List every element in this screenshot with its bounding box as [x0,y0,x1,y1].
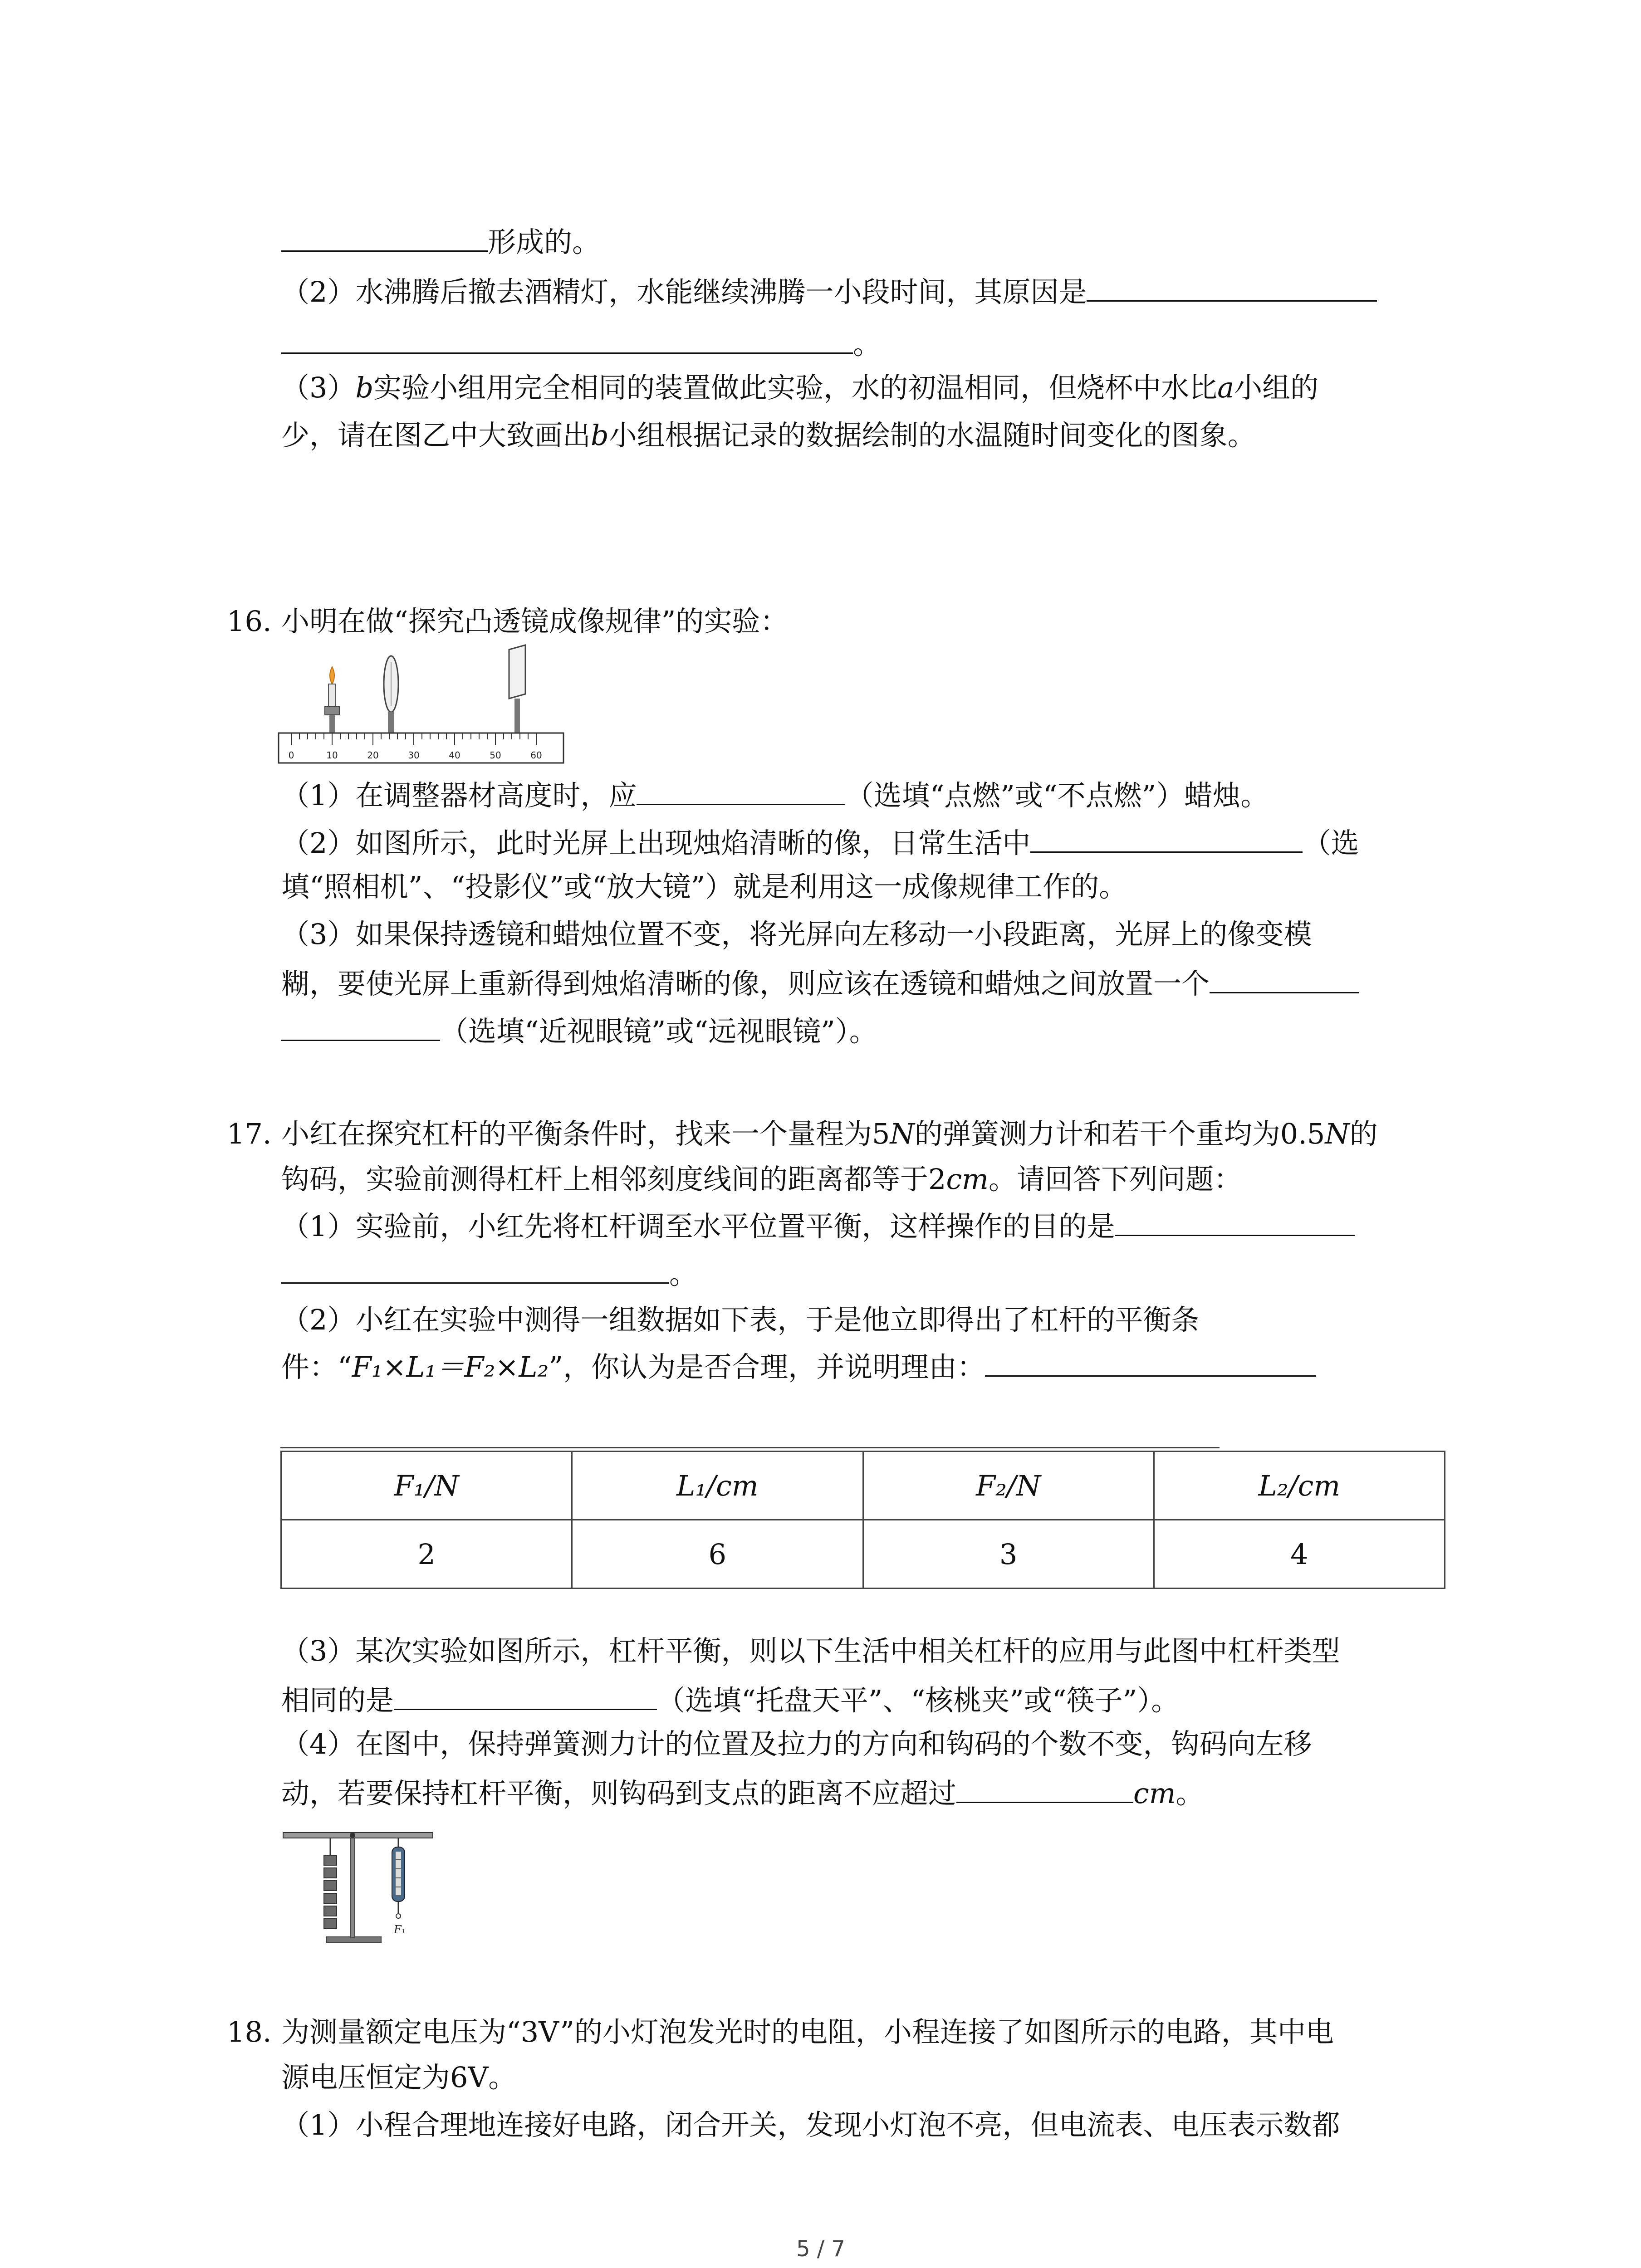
page-number: 5 / 7 [796,2236,845,2262]
answer-blank[interactable] [1087,272,1377,302]
answer-blank[interactable] [1030,823,1303,853]
hook-weights-icon [324,1855,337,1929]
answer-blank[interactable] [281,324,853,354]
q15-part2-line2: 。 [281,324,881,362]
q17-part3: （3）某次实验如图所示，杠杆平衡，则以下生活中相关杠杆的应用与此图中杠杆类型 [281,1634,1340,1667]
table-cell: 2 [281,1520,572,1589]
question-number: 17. [227,1117,272,1150]
q17-part2: （2）小红在实验中测得一组数据如下表，于是他立即得出了杠杆的平衡条 [281,1303,1200,1336]
table-header-cell: F₂/N [863,1452,1154,1520]
answer-blank[interactable] [985,1347,1316,1377]
q18-stem: 为测量额定电压为“3V”的小灯泡发光时的电阻，小程连接了如图所示的电路，其中电 [281,2015,1334,2048]
question-number: 18. [227,2015,272,2048]
answer-blank[interactable] [1115,1207,1355,1236]
ruler-tick-label: 40 [449,750,460,761]
q15-part3: （3）b实验小组用完全相同的装置做此实验，水的初温相同，但烧杯中水比a小组的 [281,371,1319,404]
lens-ruler-figure [277,644,567,767]
ruler-tick-label: 20 [367,750,379,761]
q17-stem-line2: 钩码，实验前测得杠杆上相邻刻度线间的距离都等于2cm。请回答下列问题： [281,1163,1242,1196]
q17-part4: （4）在图中，保持弹簧测力计的位置及拉力的方向和钩码的个数不变，钩码向左移 [281,1727,1312,1760]
q15-part3-line2: 少，请在图乙中大致画出b小组根据记录的数据绘制的水温随时间变化的图象。 [281,419,1256,452]
q16-part2-line2: 填“照相机”、“投影仪”或“放大镜”）就是利用这一成像规律工作的。 [281,870,1127,903]
question-number: 16. [227,605,272,638]
q18-stem-line2: 源电压恒定为6V。 [281,2061,517,2094]
answer-blank[interactable] [1210,964,1359,993]
ruler-tick-label: 10 [326,750,338,761]
table-cell: 3 [863,1520,1154,1589]
spring-scale-icon [392,1847,405,1918]
q17-part1: （1）实验前，小红先将杠杆调至水平位置平衡，这样操作的目的是 [281,1207,1355,1245]
data-table [280,1451,1445,1589]
force-label: F₁ [394,1923,406,1936]
q17-part1-line2: 。 [281,1254,697,1292]
q17-part4-line2: 动，若要保持杠杆平衡，则钩码到支点的距离不应超过 cm。 [281,1774,1204,1812]
table-header-cell: F₁/N [281,1452,572,1520]
q17-part2-line2: 件：“F₁×L₁＝F₂×L₂”，你认为是否合理，并说明理由： [281,1347,1316,1385]
q18-part1: （1）小程合理地连接好电路，闭合开关，发现小灯泡不亮，但电流表、电压表示数都 [281,2108,1340,2141]
ruler [279,733,563,763]
answer-blank[interactable] [394,1681,657,1710]
table-row [281,1520,1445,1589]
q16-part2: （2）如图所示，此时光屏上出现烛焰清晰的像，日常生活中 （选 [281,823,1359,861]
ruler-tick-label: 0 [288,750,294,761]
pivot-icon [350,1833,355,1838]
table-cell: 6 [572,1520,863,1589]
ruler-tick-label: 50 [490,750,501,761]
ruler-tick-label: 30 [408,750,420,761]
table-header-cell: L₁/cm [572,1452,863,1520]
lever-figure [277,1823,440,1946]
q17-stem: 小红在探究杠杆的平衡条件时，找来一个量程为5N的弹簧测力计和若干个重均为0.5N的 [281,1117,1378,1150]
candle-icon [325,667,339,733]
answer-blank[interactable] [956,1774,1133,1803]
answer-blank[interactable] [281,222,488,252]
table-top-rule [280,1447,1220,1448]
q17-part3-line2: 相同的是 （选填“托盘天平”、“核桃夹”或“筷子”）。 [281,1681,1179,1719]
q16-part3: （3）如果保持透镜和蜡烛位置不变，将光屏向左移动一小段距离，光屏上的像变模 [281,918,1312,951]
answer-blank[interactable] [281,1254,669,1284]
table-cell: 4 [1154,1520,1445,1589]
convex-lens-icon [384,656,398,733]
q15-part2: （2）水沸腾后撤去酒精灯，水能继续沸腾一小段时间，其原因是 [281,272,1377,310]
answer-blank[interactable] [281,1012,440,1041]
light-screen-icon [509,645,525,733]
q15-line-1: 形成的。 [281,222,600,260]
lever-bar [283,1833,433,1838]
q16-part1: （1）在调整器材高度时，应 （选填“点燃”或“不点燃”）蜡烛。 [281,776,1269,814]
table-header-row [281,1452,1445,1520]
q16-stem: 小明在做“探究凸透镜成像规律”的实验： [281,605,789,638]
q16-part3-line3: （选填“近视眼镜”或“远视眼镜”）。 [281,1012,877,1050]
answer-blank[interactable] [637,776,845,805]
ruler-tick-label: 60 [530,750,542,761]
table-header-cell: L₂/cm [1154,1452,1445,1520]
q16-part3-line2: 糊，要使光屏上重新得到烛焰清晰的像，则应该在透镜和蜡烛之间放置一个 [281,964,1359,1002]
